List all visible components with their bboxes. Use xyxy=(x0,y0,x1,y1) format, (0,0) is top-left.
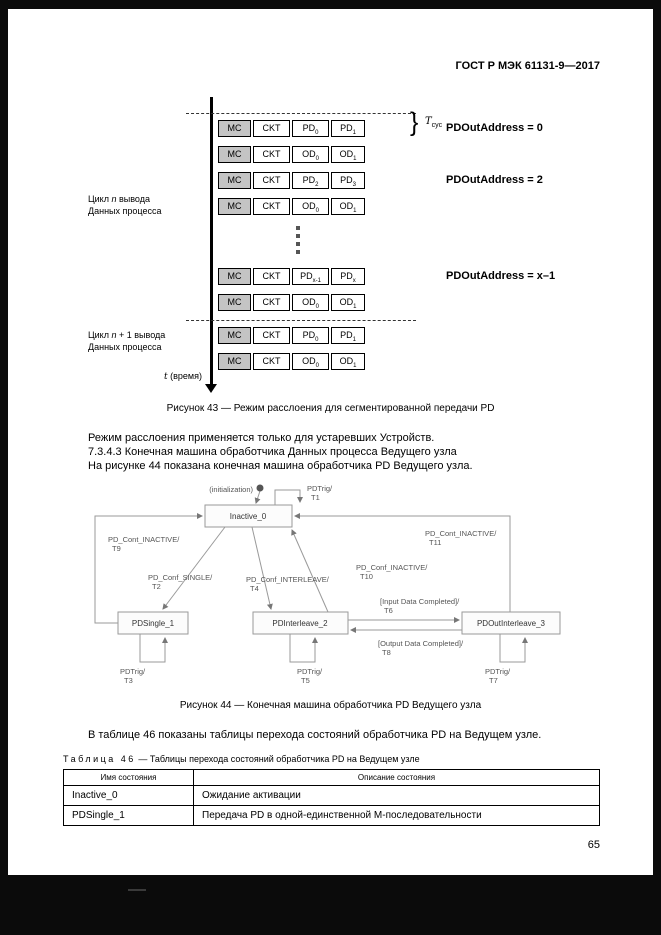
paragraph: Режим расслоения применяется только для устаревших Устройств. xyxy=(88,432,435,444)
frame-box: $OD_0$ xyxy=(292,294,329,311)
transition-t3-label: PDTrig/ xyxy=(120,667,146,676)
cycle-n1-line1: Цикл n + 1 вывода xyxy=(88,330,166,340)
tcyc-label xyxy=(425,116,442,129)
state-description-cell: Передача PD в одной-единственной М-последовательности xyxy=(194,806,600,826)
frame-box: $PD_2$ xyxy=(292,172,329,189)
frame-box: CKT xyxy=(253,146,290,163)
transition-t7-label: PDTrig/ xyxy=(485,667,511,676)
ellipsis-dot xyxy=(296,226,300,230)
frame-box: $OD_1$ xyxy=(331,198,365,215)
state-transition-table xyxy=(63,769,600,826)
frame-box: MC xyxy=(218,198,251,215)
frame-box: CKT xyxy=(253,353,290,370)
pdoutaddress-label: PDOutAddress = 0 xyxy=(446,122,543,134)
cycle-n1-line2: Данных процесса xyxy=(88,342,162,352)
figure-44-caption: Рисунок 44 — Конечная машина обработчика PD Ведущего узла xyxy=(179,700,482,711)
tcyc-subscript: cyc xyxy=(431,122,443,129)
transition-t8-id: T8 xyxy=(382,648,391,657)
body-paragraphs xyxy=(63,431,603,473)
frame-box: CKT xyxy=(253,198,290,215)
frame-box: $PD_1$ xyxy=(331,327,365,344)
frame-box: $PD_x$ xyxy=(331,268,365,285)
frame-box: $PD_{x-1}$ xyxy=(292,268,329,285)
table-row xyxy=(64,806,600,826)
state-name-cell: Inactive_0 xyxy=(64,786,194,806)
state-label: PDOutInterleave_3 xyxy=(476,619,546,628)
transition-t10-arrow xyxy=(292,530,328,612)
initial-state-dot xyxy=(257,485,264,492)
cycle-boundary-dashed-line xyxy=(186,320,416,321)
pdoutaddress-label: PDOutAddress = 2 xyxy=(446,174,543,186)
figure-43-caption: Рисунок 43 — Режим расслоения для сегментированной передачи PD xyxy=(166,403,495,414)
transition-t2-label: PD_Conf_SINGLE/ xyxy=(148,573,213,582)
transition-t1-label: PDTrig/ xyxy=(307,484,333,493)
frame-box: MC xyxy=(218,120,251,137)
cycle-n-label xyxy=(88,193,203,217)
transition-t7-self-loop xyxy=(500,634,525,662)
state-label: PDSingle_1 xyxy=(131,619,175,628)
frame-box: CKT xyxy=(253,120,290,137)
clause-heading: 7.3.4.3 Конечная машина обработчика Данных процесса Ведущего узла xyxy=(88,446,457,458)
scan-artifact xyxy=(128,889,146,891)
table-caption-text: — Таблицы перехода состояний обработчика PD на Ведущем узле xyxy=(135,754,420,764)
column-header-state-name: Имя состояния xyxy=(64,770,194,786)
frame-box: MC xyxy=(218,172,251,189)
transition-t11-id: T11 xyxy=(429,538,442,547)
state-label: Inactive_0 xyxy=(229,512,267,521)
frame-box: CKT xyxy=(253,268,290,285)
time-axis-label: t (время) xyxy=(164,371,202,382)
table-row xyxy=(64,786,600,806)
transition-t1-id: T1 xyxy=(311,493,320,502)
transition-t9-label: PD_Cont_INACTIVE/ xyxy=(108,535,180,544)
ellipsis-dot xyxy=(296,234,300,238)
table-header-row xyxy=(64,770,600,786)
transition-t9-id: T9 xyxy=(112,544,121,553)
transition-t8-label: [Output Data Completed]/ xyxy=(378,639,464,648)
frame-box: $OD_1$ xyxy=(331,146,365,163)
figure-44-state-machine xyxy=(60,478,605,696)
time-axis-arrowhead xyxy=(205,384,217,393)
transition-t10-label: PD_Conf_INACTIVE/ xyxy=(356,563,428,572)
document-page xyxy=(8,9,653,875)
state-description-cell: Ожидание активации xyxy=(194,786,600,806)
transition-t9-arrow xyxy=(95,516,202,623)
frame-box: $PD_0$ xyxy=(292,120,329,137)
frame-box: $OD_0$ xyxy=(292,146,329,163)
initialization-label: (initialization) xyxy=(209,485,253,494)
transition-t5-label: PDTrig/ xyxy=(297,667,323,676)
frame-box: $PD_3$ xyxy=(331,172,365,189)
frame-box: MC xyxy=(218,353,251,370)
state-name-cell: PDSingle_1 xyxy=(64,806,194,826)
transition-t6-label: [Input Data Completed]/ xyxy=(380,597,460,606)
paragraph: В таблице 46 показаны таблицы перехода состояний обработчика PD на Ведущем узле. xyxy=(88,729,542,741)
state-label: PDInterleave_2 xyxy=(272,619,328,628)
frame-box: $OD_1$ xyxy=(331,353,365,370)
transition-t3-id: T3 xyxy=(124,676,133,685)
cycle-n-plus-1-label xyxy=(88,329,203,353)
cycle-n-line2: Данных процесса xyxy=(88,206,162,216)
document-header: ГОСТ Р МЭК 61131-9—2017 xyxy=(455,60,600,72)
transition-t11-label: PD_Cont_INACTIVE/ xyxy=(425,529,497,538)
frame-box: MC xyxy=(218,327,251,344)
figure-43-diagram xyxy=(8,95,653,405)
transition-t2-id: T2 xyxy=(152,582,161,591)
frame-box: CKT xyxy=(253,294,290,311)
frame-box: $PD_0$ xyxy=(292,327,329,344)
frame-box: $PD_1$ xyxy=(331,120,365,137)
transition-t4-id: T4 xyxy=(250,584,259,593)
transition-t4-label: PD_Conf_INTERLEAVE/ xyxy=(246,575,329,584)
time-axis-line xyxy=(210,97,213,385)
frame-box: CKT xyxy=(253,172,290,189)
frame-box: $OD_0$ xyxy=(292,353,329,370)
transition-t5-id: T5 xyxy=(301,676,310,685)
column-header-state-description: Описание состояния xyxy=(194,770,600,786)
frame-box: CKT xyxy=(253,327,290,344)
frame-box: MC xyxy=(218,294,251,311)
cycle-boundary-dashed-line xyxy=(186,113,416,114)
page-number: 65 xyxy=(587,839,600,851)
pdoutaddress-label: PDOutAddress = x–1 xyxy=(446,270,556,282)
tcyc-brace: } xyxy=(410,107,419,137)
frame-box: $OD_0$ xyxy=(292,198,329,215)
table-caption-number: Таблица 46 xyxy=(63,754,136,764)
frame-box: MC xyxy=(218,268,251,285)
paragraph: На рисунке 44 показана конечная машина обработчика PD Ведущего узла. xyxy=(88,460,473,472)
initial-transition-arrow xyxy=(256,491,260,503)
transition-t7-id: T7 xyxy=(489,676,498,685)
cycle-n-line1: Цикл n вывода xyxy=(88,194,150,204)
transition-t1-self-loop xyxy=(275,490,300,505)
ellipsis-dot xyxy=(296,242,300,246)
transition-t4-arrow xyxy=(252,527,271,609)
ellipsis-dot xyxy=(296,250,300,254)
tcyc-symbol: T xyxy=(425,116,432,127)
transition-t5-self-loop xyxy=(290,634,315,662)
table-46-caption xyxy=(63,754,420,764)
transition-t10-id: T10 xyxy=(360,572,373,581)
transition-t6-id: T6 xyxy=(384,606,393,615)
transition-t3-self-loop xyxy=(140,634,165,662)
state-table-body xyxy=(64,786,600,826)
frame-box: MC xyxy=(218,146,251,163)
frame-box: $OD_1$ xyxy=(331,294,365,311)
